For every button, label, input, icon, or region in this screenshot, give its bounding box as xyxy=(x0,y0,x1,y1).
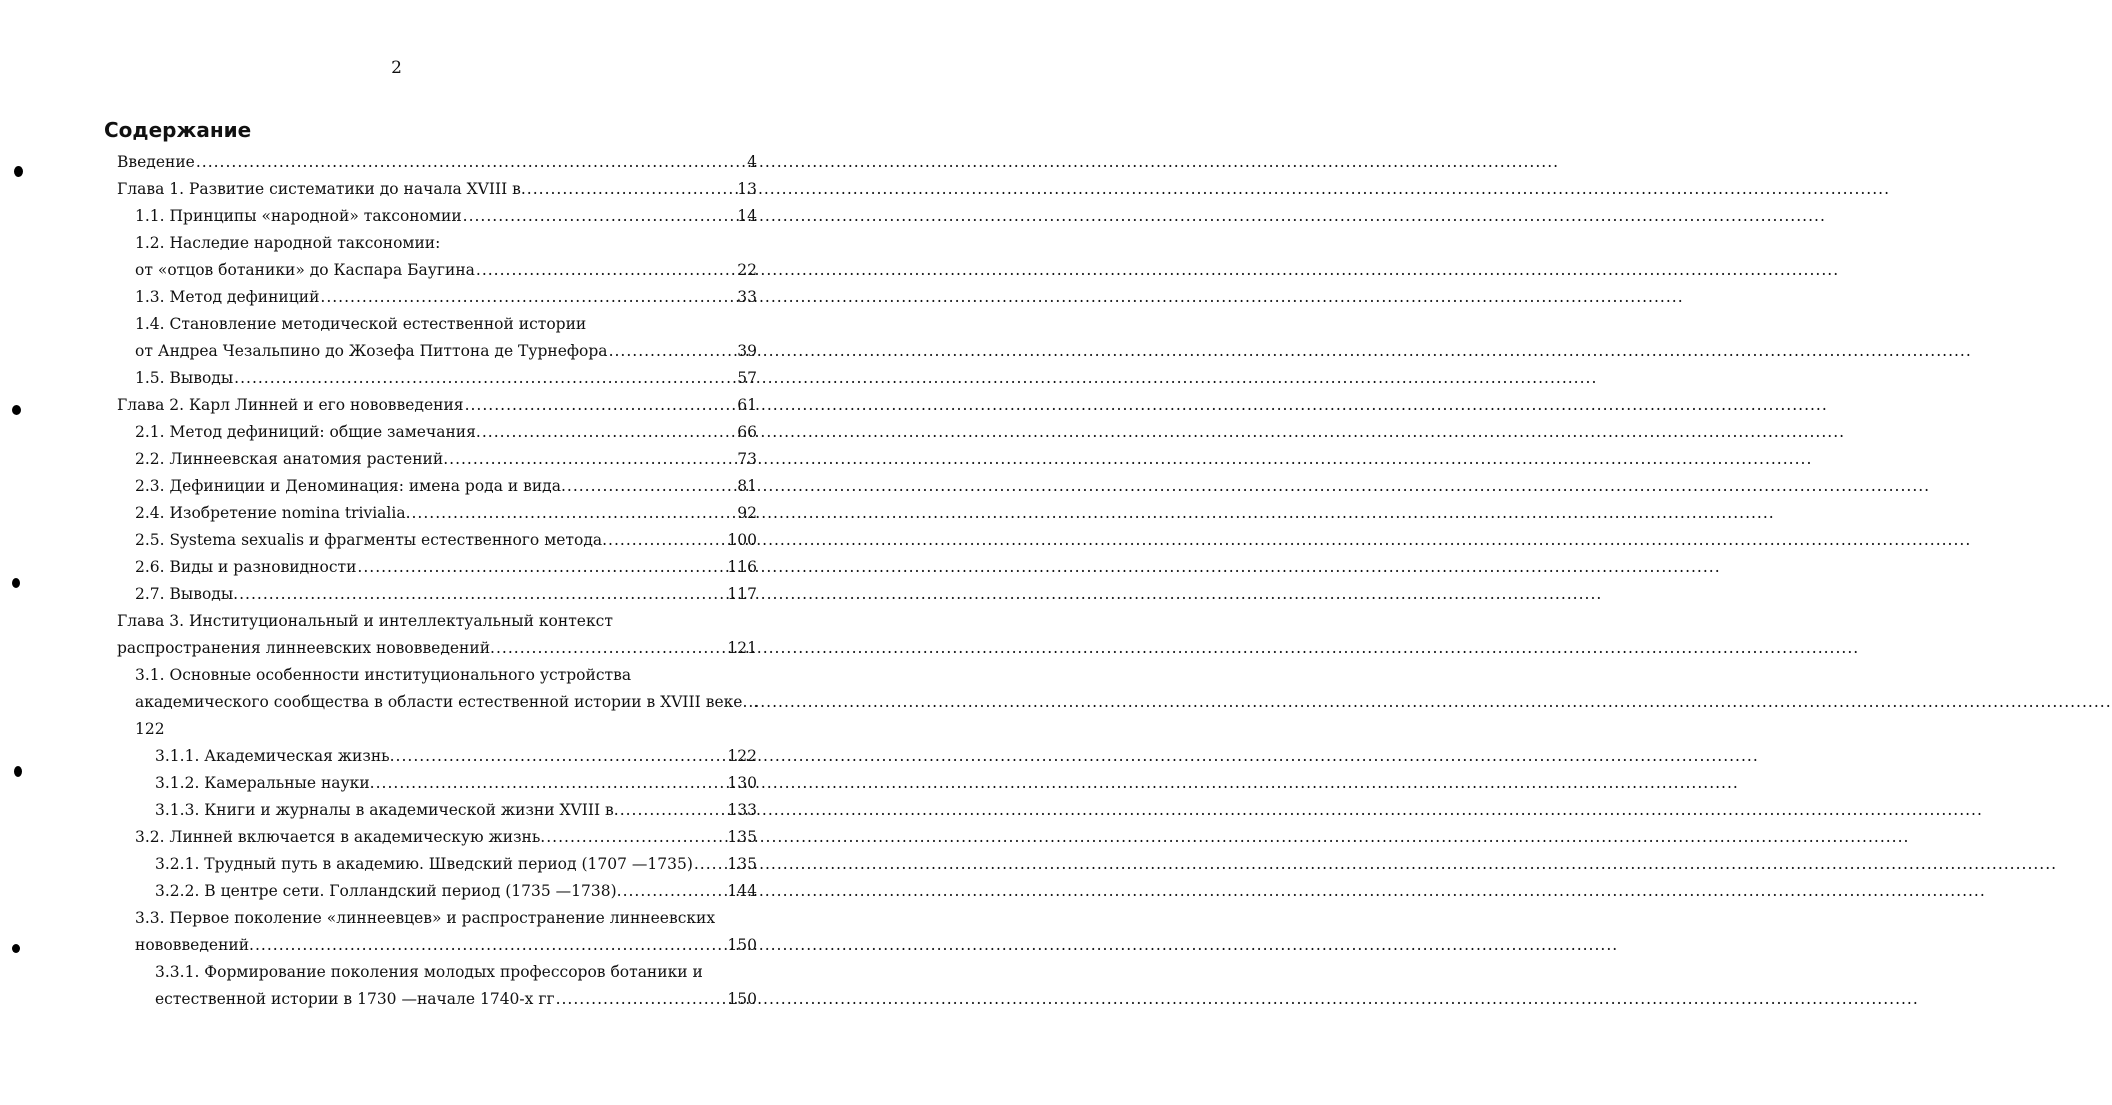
toc-entry-page: 39 xyxy=(737,342,757,360)
toc-entry-title: 1.1. Принципы «народной» таксономии xyxy=(135,207,462,225)
toc-entry-title: Введение xyxy=(117,153,195,171)
page-number: 2 xyxy=(391,58,402,78)
toc-entry-page: 133 xyxy=(727,801,757,819)
toc-entry-title: 3.1.3. Книги и журналы в академической жизни XVIII в. xyxy=(155,801,619,819)
toc-entry-page: 116 xyxy=(727,558,757,576)
toc-entry-page: 135 xyxy=(727,828,757,846)
toc-leader-dots xyxy=(567,474,736,498)
toc-entry xyxy=(135,285,757,309)
toc-entry-page: . xyxy=(753,693,759,711)
toc-entry-page: 150 xyxy=(727,990,757,1008)
toc-entry-title: 2.7. Выводы. xyxy=(135,585,239,603)
toc-entry-line: 122 xyxy=(135,720,165,738)
toc-entry-line: 3.3. Первое поколение «линнеевцев» и распространение линнеевских xyxy=(135,909,716,927)
toc-entry-title: Глава 1. Развитие систематики до начала XVIII в. xyxy=(117,180,526,198)
toc-leader-dots xyxy=(748,690,752,714)
toc-entry-page: 4 xyxy=(747,153,757,171)
toc-entry-title: 1.5. Выводы xyxy=(135,369,234,387)
toc-entry-title: 2.2. Линнеевская анатомия растений. xyxy=(135,450,449,468)
toc-entry-line: 3.3.1. Формирование поколения молодых профессоров ботаники и xyxy=(155,963,703,981)
toc-entry xyxy=(155,852,757,876)
toc-entry-title: 3.2. Линней включается в академическую жизнь. xyxy=(135,828,546,846)
toc-entry xyxy=(135,339,757,363)
toc-entry xyxy=(135,474,757,498)
toc-entry-line: 3.1. Основные особенности институционального устройства xyxy=(135,666,632,684)
toc-entry xyxy=(135,555,757,579)
toc-leader-dots xyxy=(234,366,736,390)
toc-leader-dots xyxy=(196,150,746,174)
toc-leader-dots xyxy=(623,879,727,903)
toc-entry-title: от «отцов ботаники» до Каспара Баугина xyxy=(135,261,475,279)
toc-entry-page: 14 xyxy=(737,207,757,225)
toc-entry-page: 22 xyxy=(737,261,757,279)
toc-entry-page: 33 xyxy=(737,288,757,306)
toc-entry xyxy=(155,879,757,903)
toc-entry xyxy=(135,204,757,228)
toc-entry-title: от Андреа Чезальпино до Жозефа Питтона де Турнефора xyxy=(135,342,608,360)
toc-entry-page: 117 xyxy=(727,585,757,603)
toc-leader-dots xyxy=(620,798,727,822)
toc-leader-dots xyxy=(465,393,737,417)
toc-leader-dots xyxy=(608,528,726,552)
toc-entry-title: 2.6. Виды и разновидности xyxy=(135,558,357,576)
toc-entry-title: 2.4. Изобретение nomina trivialia. xyxy=(135,504,411,522)
toc-entry xyxy=(135,825,757,849)
toc-entry-page: 61 xyxy=(737,396,757,414)
toc-leader-dots xyxy=(527,177,736,201)
toc-leader-dots xyxy=(476,258,736,282)
toc-entry-page: 122 xyxy=(727,747,757,765)
toc-entry-title: Глава 2. Карл Линней и его нововведения xyxy=(117,396,464,414)
toc-entry-page: 100 xyxy=(727,531,757,549)
toc-entry-title: 2.1. Метод дефиниций: общие замечания. xyxy=(135,423,481,441)
scan-speck xyxy=(14,766,22,777)
toc-entry-page: 121 xyxy=(727,639,757,657)
toc-entry xyxy=(135,582,757,606)
toc-leader-dots xyxy=(546,825,726,849)
toc-leader-dots xyxy=(463,204,737,228)
toc-entry-title: распространения линнеевских нововведений. xyxy=(117,639,495,657)
toc-entry-title: 3.2.1. Трудный путь в академию. Шведский период (1707 —1735) xyxy=(155,855,693,873)
toc-leader-dots xyxy=(239,582,726,606)
toc-entry xyxy=(117,636,757,660)
toc-entry-title: 2.5. Systema sexualis и фрагменты естественного метода. xyxy=(135,531,608,549)
toc-entry-line: 1.2. Наследие народной таксономии: xyxy=(135,234,441,252)
toc-entry xyxy=(117,150,757,174)
toc-leader-dots xyxy=(449,447,736,471)
toc-entry-page: 135 xyxy=(727,855,757,873)
toc-entry xyxy=(135,258,757,282)
toc-leader-dots xyxy=(376,771,727,795)
toc-entry xyxy=(117,177,757,201)
toc-entry-title: 1.3. Метод дефиниций xyxy=(135,288,320,306)
toc-leader-dots xyxy=(255,933,726,957)
toc-entry-page: 150 xyxy=(727,936,757,954)
toc-leader-dots xyxy=(556,987,727,1011)
toc-leader-dots xyxy=(320,285,736,309)
toc-entry-title: 3.2.2. В центре сети. Голландский период (1735 —1738). xyxy=(155,882,622,900)
scan-speck xyxy=(14,166,23,177)
toc-entry xyxy=(135,447,757,471)
toc-leader-dots xyxy=(482,420,736,444)
toc-entry xyxy=(155,987,757,1011)
scan-speck xyxy=(12,405,21,415)
toc-entry-page: 73 xyxy=(737,450,757,468)
toc-entry-page: 130 xyxy=(727,774,757,792)
toc-entry xyxy=(117,393,757,417)
toc-leader-dots xyxy=(412,501,737,525)
toc-entry-title: нововведений. xyxy=(135,936,254,954)
toc-entry xyxy=(155,798,757,822)
toc-entry-page: 13 xyxy=(737,180,757,198)
toc-entry xyxy=(135,501,757,525)
toc-entry xyxy=(135,420,757,444)
toc-leader-dots xyxy=(609,339,737,363)
toc-leader-dots xyxy=(357,555,726,579)
toc-leader-dots xyxy=(396,744,727,768)
toc-entry xyxy=(155,771,757,795)
toc-entry-page: 66 xyxy=(737,423,757,441)
toc-entry xyxy=(155,744,757,768)
toc-leader-dots xyxy=(694,852,727,876)
toc-entry-title: академического сообщества в области естественной истории в XVIII веке. xyxy=(135,693,748,711)
scan-speck xyxy=(12,578,20,588)
toc-entry xyxy=(135,366,757,390)
toc-entry-title: естественной истории в 1730 —начале 1740-х гг xyxy=(155,990,555,1008)
toc-entry xyxy=(135,690,757,714)
toc-entry-title: 3.1.2. Камеральные науки. xyxy=(155,774,375,792)
toc-entry-title: 3.1.1. Академическая жизнь. xyxy=(155,747,395,765)
toc-entry-line: Глава 3. Институциональный и интеллектуальный контекст xyxy=(117,612,613,630)
toc-entry-line: 1.4. Становление методической естественной истории xyxy=(135,315,587,333)
scan-speck xyxy=(12,944,20,953)
toc-entry-page: 57 xyxy=(737,369,757,387)
toc-entry xyxy=(135,933,757,957)
toc-leader-dots xyxy=(496,636,726,660)
toc-entry-title: 2.3. Дефиниции и Деноминация: имена рода и вида. xyxy=(135,477,566,495)
toc-heading: Содержание xyxy=(104,118,252,142)
toc-entry xyxy=(135,528,757,552)
toc-entry-page: 144 xyxy=(727,882,757,900)
toc-entry-page: 92 xyxy=(737,504,757,522)
toc-entry-page: 81 xyxy=(737,477,757,495)
